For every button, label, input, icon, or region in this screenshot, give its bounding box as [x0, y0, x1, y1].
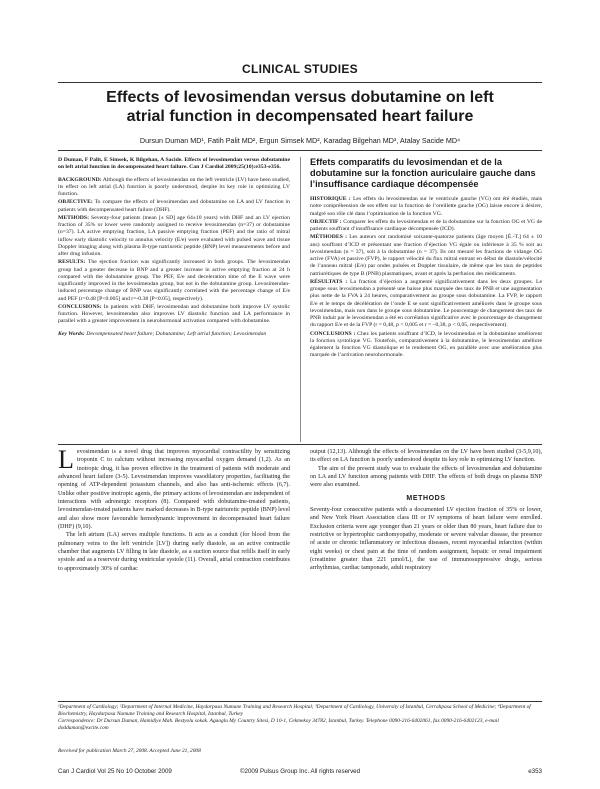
copyright: ©2009 Pulsus Group Inc. All rights reserved — [239, 768, 361, 775]
conclusions-text: In patients with DHF, levosimendan and dobutamine both improve LV systolic function. However, levosimendan also improves LV diastolic function and LA performance in parallel with a greater improvement in neurohormonal activation compared with dobutamine. — [58, 303, 291, 325]
abstract-results — [58, 259, 290, 303]
correspondence: Correspondence: Dr Dursun Duman, Hamidiye Mah. Bestyolu sokak. Agaoglu My Country Sitesi, D 10-1, Cekmekoy 34782, Istanbul, Turkey. Telephone 0090-216-6402061, fax 0090-216-6402123, e-mail dodduman@excite.com — [58, 717, 499, 731]
objective-text: To compare the effects of levosimendan and dobutamine on LA and LV function in patients with decompensated heart failure (DHF). — [58, 199, 290, 213]
footnote-rule — [58, 701, 542, 702]
abstract-rule — [58, 444, 542, 445]
abstract-conclusions — [58, 304, 290, 326]
intro-text: evosimendan is a novel drug that improves myocardial contractility by sensitizing troponin C to calcium without increasing myocardial oxygen demand (1,2). As an inotropic drug, it has proven effective in the treatment of patients with moderate and advanced heart failure (3-5). Levosimendan improves vasodilatory properties, facilitating the opening of ATP-dependent potassium channels, and also has anti-ischemic effects (6,7). Unlike other positive inotropic agents, the primary actions of levosimendan are independent of interactions with adrenergic receptors (8). Compared with dobutamine-treated patients, levosimendan-treated patients have marked decreases in B-type natriuretic peptide (BNP) level and also show more favourable hemodynamic improvement in decompensated heart failure (DHF) (9,10). — [58, 449, 290, 531]
historique-label: HISTORIQUE : — [310, 196, 351, 202]
fr-conclusions-text: Chez les patients souffrant d’ICD, le levosimendan et la dobutamine améliorent la fonction systolique VG. Toutefois, comparativement à la dobutamine, le levosimendan améliore également la fonction VG diastolique et le rendement OG, en parallèle avec une amélioration plus marquée de l’activation neurohormonale. — [310, 330, 543, 359]
citation: D Duman, F Palit, E Simsek, K Bilgehan, A Sacide. Effects of levosimendan versus dobutamine on left atrial function in decompensated heart failure. Can J Cardiol 2009;25(10):e353-e356. — [58, 157, 290, 171]
resume-historique — [310, 196, 542, 218]
intro-paragraph — [58, 445, 290, 531]
aim-paragraph: The aim of the present study was to evaluate the effects of levosimendan and dobutamine on LA and LV function among patients with DHF. The effects of both drugs on plasma BNP were also examined. — [310, 465, 542, 489]
journal-citation: Can J Cardiol Vol 25 No 10 October 2009 — [58, 768, 172, 775]
abstract-background — [58, 177, 290, 199]
methods-text: Seventy-four patients (mean [± SD] age 64±10 years) with DHF and an LV ejection fraction of 35% or lower were randomly assigned to receive levosimendan (n=37) or dobutamine (n=37). LA active emptying fraction, LA passive emptying fraction (PEF) and the ratio of mitral inflow early diastolic velocity to annulus velocity (E/e) were evaluated with pulsed wave and tissue Doppler imaging along with plasma B-type natriuretic peptide (BNP) level measurements before and after drug infusion. — [58, 214, 290, 257]
keywords-text: Decompensated heart failure; Dobutamine; Left atrial function; Levosimendan — [86, 330, 267, 337]
methodes-label: MÉTHODES : — [310, 234, 347, 241]
title-line-1: Effects of levosimendan versus dobutamine on left — [106, 89, 494, 106]
results-label: RESULTS: — [58, 259, 86, 266]
column-divider — [300, 157, 301, 442]
body-column-left — [58, 445, 290, 573]
objectif-label: OBJECTIF : — [310, 218, 342, 225]
background-text: Although the effects of levosimendan on the left ventricle (LV) have been studied, its effect on left atrial (LA) function is poorly understood, despite its key role in optimizing LV function. — [58, 176, 291, 197]
conclusions-label: CONCLUSIONS: — [58, 303, 102, 310]
keywords — [58, 331, 290, 338]
abstract-methods — [58, 215, 290, 259]
continuation-paragraph: output (12,13). Although the effects of levosimendan on the LV have been studied (3-5,9,10), its effect on LA function is poorly understood despite its key role in optimizing LV function. — [310, 449, 542, 464]
methodes-text: Les auteurs ont randomisé soixante-quatorze patients (âge moyen [É.-T.] 64 ± 10 ans) souffrant d’ICD et présentant une fraction d’éjection VG égale ou inférieure à 35 % soit au levosimendan (n = 37), soit à la dobutamine (n = 37). Ils ont mesuré les fractions de vidange OG active (FVA) et passive (FVP), le rapport vélocité du flux mitral entrant en début de diastole/vélocité de l’anneau mitral (E/e) par ondes pulsées et Doppler tissulaire, de même que les taux de peptides natriurétiques de type B (PNB) plasmatiques, avant et après la perfusion des médicaments. — [310, 234, 543, 277]
article-title — [60, 88, 540, 126]
abstract-french — [310, 157, 542, 361]
methods-paragraph: Seventy-four consecutive patients with a documented LV ejection fraction of 35% or lower, and New York Heart Association class III or IV symptoms of heart failure were enrolled. Exclusion criteria were age younger than 21 years or older than 80 years, heart failure due to restrictive or hypertrophic cardiomyopathy, moderate or severe valvular disease, the presence of acute or chronic inflammatory or infectious diseases, recent myocardial infarction (within eight weeks) or chest pain at the time of random assignment, hepatic or renal impairment (creatinine greater than 221 µmol/L), the use of immunosuppressive drugs, serious arrhythmias, cardiac tamponade, adult respiratory — [310, 507, 542, 572]
french-title: Effets comparatifs du levosimendan et de la dobutamine sur la fonction auriculaire gauche dans l’insuffisance cardiaque décompensée — [310, 157, 536, 189]
affiliations: ¹Department of Cardiology; ²Department of Internal Medicine, Haydarpasa Numune Training and Research Hospital; ³Department of Cardiology, University of Istanbul, Cerrahpasa School of Medicine; ⁴Department of Biochemistry, Haydarpasa Numune Training and Research Hospital, Istanbul, Turkey — [58, 704, 531, 717]
header-rule — [58, 82, 542, 83]
resultats-text: La fraction d’éjection a augmenté significativement dans les deux groupes. Le groupe sous levosimendan a présenté une baisse plus marquée des taux de PNB et une augmentation plus nette de la FVA à 24 heures, comparativement au groupe sous dobutamine. La FVP, le rapport E/e et le temps de décélération de l’onde E se sont significativement améliorés dans le groupe sous levosimendan, mais non dans le groupe sous dobutamine. Le pourcentage de changement des taux de PNB induit par le levosimendan a été en corrélation significative avec le pourcentage de changement du rapport E/e et de la FVP (r = 0,48, p < 0,005 et r = –0,38, p < 0,05, respectivement). — [310, 278, 542, 329]
received-dates: Received for publication March 27, 2008. Accepted June 21, 2008 — [58, 748, 201, 754]
author-list: Dursun Duman MD¹, Fatih Palit MD², Ergun Simsek MD², Karadag Bilgehan MD³, Atalay Sacide MD⁴ — [139, 136, 461, 145]
historique-text: Les effets du levosimendan sur le ventricule gauche (VG) ont été étudiés, mais notre compréhension de ses effets sur la fonction de l’oreillette gauche (OG) laisse encore à désirer, malgré son rôle clé dans l’optimisation de la fonction VG. — [310, 196, 542, 217]
resume-conclusions — [310, 331, 542, 360]
objective-label: OBJECTIVE: — [58, 199, 93, 206]
background-label: BACKGROUND: — [58, 176, 102, 183]
abstract-objective — [58, 199, 290, 214]
objectif-text: Comparer les effets du levosimendan et de la dobutamine sur la fonction OG et VG de patients souffrant d’insuffisance cardiaque décompensée (ICD). — [310, 218, 542, 232]
drop-cap: L — [58, 445, 74, 474]
body-column-right — [310, 448, 542, 573]
fr-conclusions-label: CONCLUSIONS : — [310, 330, 356, 337]
methods-label: METHODS: — [58, 214, 89, 221]
la-paragraph: The left atrium (LA) serves multiple functions. It acts as a conduit (for blood from the pulmonary veins to the left ventricle [LV]) during early diastole, as an active contractile chamber that augments LV filling in late diastole, as a suction source that refills itself in early systole and as a reservoir during ventricular systole (11). Overall, atrial contraction contributes to approximately 30% of cardiac — [58, 532, 290, 572]
resume-resultats — [310, 279, 542, 330]
resultats-label: RÉSULTATS : — [310, 278, 348, 285]
methods-heading: METHODS — [406, 494, 446, 502]
abstract-english — [58, 157, 290, 338]
keywords-label: Key Words: — [58, 330, 85, 337]
resume-objectif — [310, 219, 542, 234]
results-text: The ejection fraction was significantly increased in both groups. The levosimendan group had a greater decrease in BNP and a greater increase in active emptying fraction at 24 h compared with the dobutamine group. The PEF, E/e and deceleration time of the E wave were significantly improved in the levosimendan group, but not in the dobutamine group. Levosimendan-induced percentage change of BNP was significantly correlated with the percentage change of E/e and PEF (r=0.48 [P<0.005] and r=-0.38 [P<0.05], respectively). — [58, 259, 290, 302]
title-line-2: atrial function in decompensated heart failure — [126, 108, 474, 125]
footnotes — [58, 704, 542, 732]
page-number: e353 — [528, 768, 542, 775]
title-rule — [58, 150, 542, 151]
resume-methodes — [310, 234, 542, 278]
section-header: CLINICAL STUDIES — [242, 62, 358, 76]
